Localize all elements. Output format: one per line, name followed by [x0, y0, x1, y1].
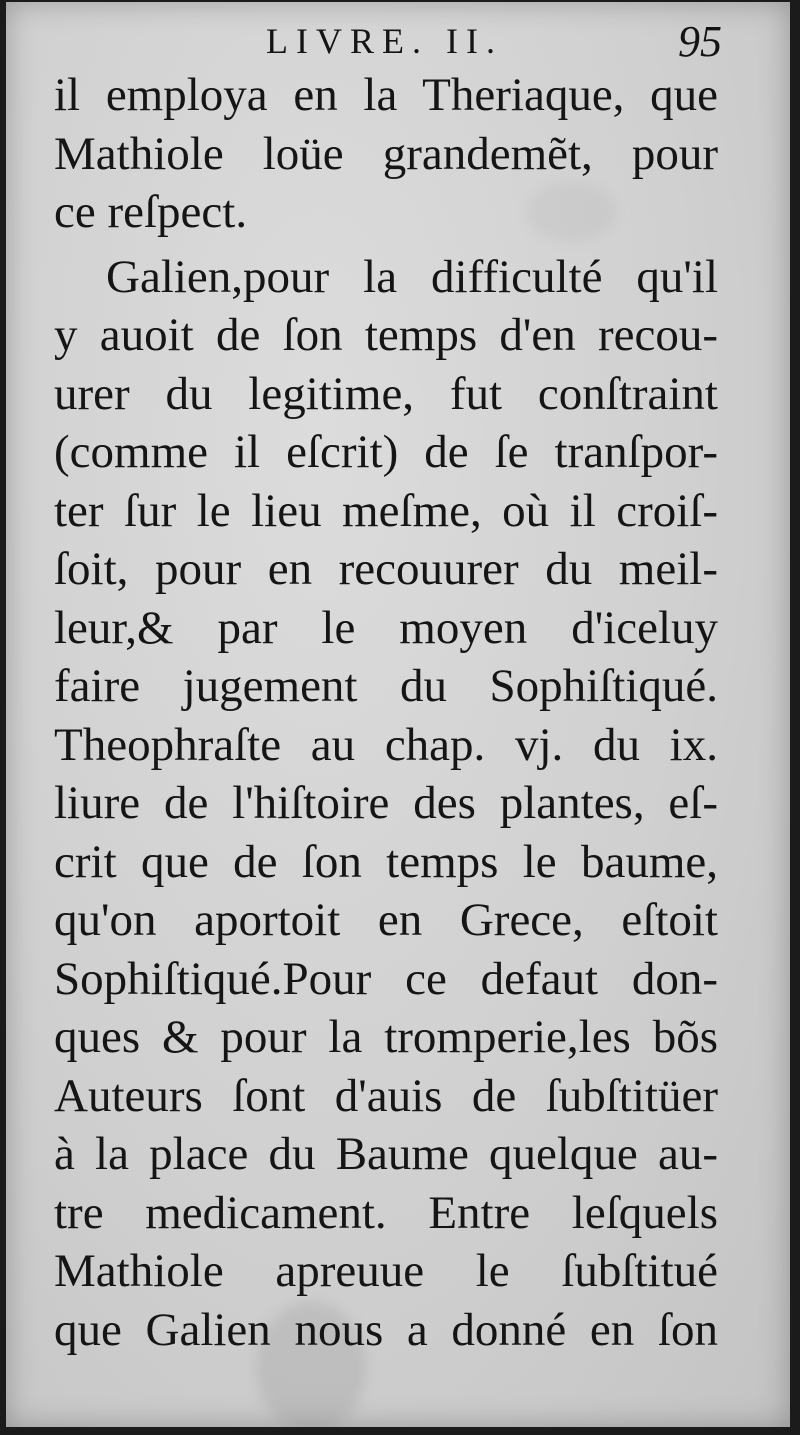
text-line: liure de l'hiſtoire des plantes, eſ-	[54, 777, 718, 829]
text-line: ques & pour la tromperie,les bõs	[54, 1011, 718, 1063]
page-number: 95	[678, 17, 722, 66]
text-line: ter ſur le lieu meſme, où il croiſ-	[54, 484, 718, 537]
text-line: Sophiſtiqué.Pour ce defaut don-	[54, 952, 718, 1005]
text-line: y auoit de ſon temps d'en recou-	[54, 309, 718, 361]
text-line: crit que de ſon temps le baume,	[54, 835, 718, 888]
text-line: ſoit, pour en recouurer du meil-	[54, 543, 718, 595]
text-line: qu'on aportoit en Grece, eſtoit	[54, 894, 718, 946]
paragraph	[54, 66, 718, 242]
text-line: Mathiole apreuue le ſubſtitué	[54, 1245, 718, 1297]
text-line: Theophraſte au chap. vj. du ix.	[54, 718, 718, 771]
text-line: que Galien nous a donné en ſon	[54, 1303, 718, 1356]
text-line: ce reſpect.	[54, 186, 248, 238]
text-line: (comme il eſcrit) de ſe tranſpor-	[54, 426, 718, 478]
text-line: Mathiole loüe grandemẽt, pour	[54, 127, 718, 180]
text-line: tre medicament. Entre leſquels	[54, 1186, 718, 1239]
text-line: leur,& par le moyen d'iceluy	[54, 601, 718, 654]
text-line: à la place du Baume quelque au-	[54, 1128, 718, 1180]
running-head	[46, 16, 726, 66]
text-line: urer du legitime, fut conſtraint	[54, 367, 718, 420]
paragraph	[54, 248, 718, 1360]
text-line: faire jugement du Sophiſtiqué.	[54, 660, 718, 712]
body-text	[54, 66, 718, 1359]
running-title: LIVRE. II.	[266, 21, 503, 61]
text-line: Galien,pour la difficulté qu'il	[106, 250, 718, 303]
book-page	[6, 2, 790, 1427]
text-line: Auteurs ſont d'auis de ſubſtitüer	[54, 1069, 718, 1122]
text-line: il employa en la Theriaque, que	[54, 69, 718, 121]
